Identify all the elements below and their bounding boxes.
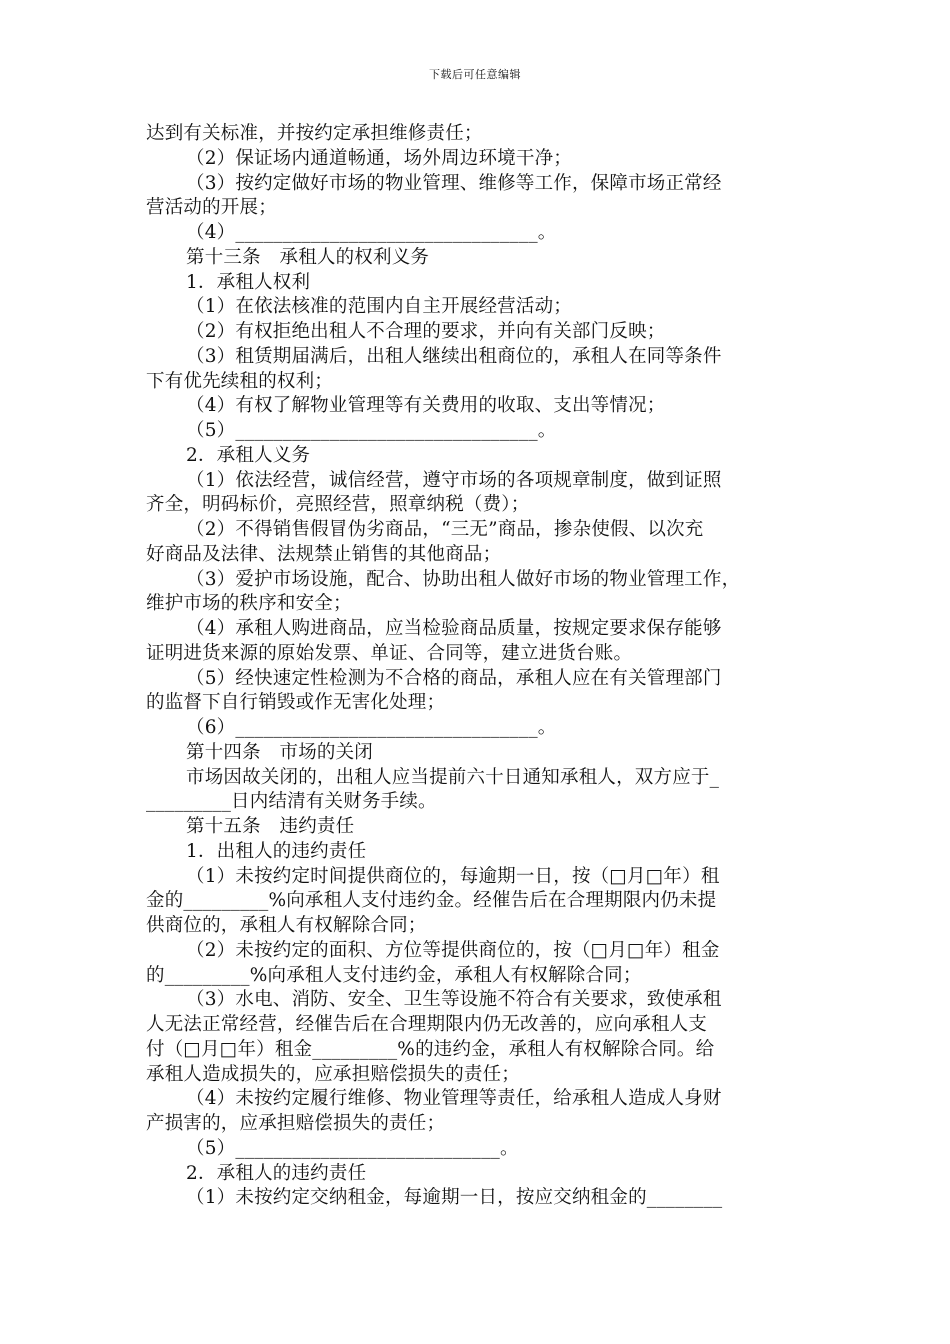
- text-line: （4）________________________________。: [186, 222, 557, 243]
- text-line: （1）在依法核准的范围内自主开展经营活动；: [186, 296, 572, 318]
- text-line: 齐全，明码标价，亮照经营，照章纳税（费）；: [146, 494, 530, 516]
- text-line: 2．承租人的违约责任: [186, 1162, 367, 1184]
- text-line: 的_________%向承租人支付违约金，承租人有权解除合同；: [146, 964, 642, 986]
- text-line: 下有优先续租的权利；: [146, 370, 334, 392]
- text-line: （2）不得销售假冒伪劣商品，“三无”商品，掺杂使假、以次充: [186, 519, 704, 540]
- text-line: 人无法正常经营，经催告后在合理期限内仍无改善的，应向承租人支: [146, 1014, 708, 1035]
- text-line: 达到有关标准，并按约定承担维修责任；: [146, 123, 483, 144]
- text-line: （1）依法经营，诚信经营，遵守市场的各项规章制度，做到证照: [186, 469, 722, 491]
- document-body: [146, 122, 814, 1211]
- text-line: （2）有权拒绝出租人不合理的要求，并向有关部门反映；: [186, 321, 666, 342]
- text-line: 好商品及法律、法规禁止销售的其他商品；: [146, 543, 502, 565]
- page-header: 下载后可任意编辑: [429, 68, 521, 81]
- text-line: （2）保证场内通道畅通，场外周边环境干净；: [186, 147, 572, 169]
- text-line: （5）____________________________。: [186, 1137, 519, 1159]
- text-line: 产损害的，应承担赔偿损失的责任；: [146, 1113, 446, 1134]
- text-line: 1．承租人权利: [186, 271, 311, 293]
- text-line: 供商位的，承租人有权解除合同；: [146, 915, 427, 936]
- text-line: （4）承租人购进商品，应当检验商品质量，按规定要求保存能够: [186, 618, 722, 639]
- text-line: （3）租赁期届满后，出租人继续出租商位的，承租人在同等条件: [186, 345, 722, 367]
- text-line: 第十五条 违约责任: [186, 816, 355, 837]
- text-line: 承租人造成损失的，应承担赔偿损失的责任；: [146, 1063, 521, 1085]
- text-line: （5）经快速定性检测为不合格的商品，承租人应在有关管理部门: [186, 667, 722, 689]
- text-line: 2．承租人义务: [186, 444, 311, 466]
- text-line: （3）水电、消防、安全、卫生等设施不符合有关要求，致使承租: [186, 989, 722, 1011]
- text-line: （1）未按约定时间提供商位的，每逾期一日，按（□月□年）租: [186, 865, 720, 887]
- text-line: 营活动的开展；: [146, 197, 277, 219]
- text-line: （1）未按约定交纳租金，每逾期一日，按应交纳租金的________: [186, 1187, 723, 1209]
- text-line: 付（□月□年）租金_________%的违约金，承租人有权解除合同。给: [146, 1038, 715, 1060]
- text-line: 的监督下自行销毁或作无害化处理；: [146, 692, 446, 714]
- text-line: （4）有权了解物业管理等有关费用的收取、支出等情况；: [186, 395, 666, 417]
- text-line: 第十三条 承租人的权利义务: [186, 246, 430, 268]
- text-line: 金的_________%向承租人支付违约金。经催告后在合理期限内仍未提: [146, 890, 717, 912]
- text-line: （2）未按约定的面积、方位等提供商位的，按（□月□年）租金: [186, 939, 720, 961]
- text-line: （3）按约定做好市场的物业管理、维修等工作，保障市场正常经: [186, 172, 722, 194]
- text-line: _________日内结清有关财务手续。: [146, 791, 437, 813]
- text-line: 市场因故关闭的，出租人应当提前六十日通知承租人，双方应于_: [186, 766, 720, 788]
- text-line: （3）爱护市场设施，配合、协助出租人做好市场的物业管理工作，: [186, 568, 741, 590]
- text-line: （4）未按约定履行维修、物业管理等责任，给承租人造成人身财: [186, 1088, 722, 1110]
- text-line: 维护市场的秩序和安全；: [146, 593, 352, 615]
- text-line: （6）________________________________。: [186, 717, 557, 738]
- text-line: 第十四条 市场的关闭: [186, 741, 374, 763]
- text-line: （5）________________________________。: [186, 420, 557, 441]
- text-line: 1．出租人的违约责任: [186, 840, 367, 862]
- text-line: 证明进货来源的原始发票、单证、合同等，建立进货台账。: [146, 642, 633, 664]
